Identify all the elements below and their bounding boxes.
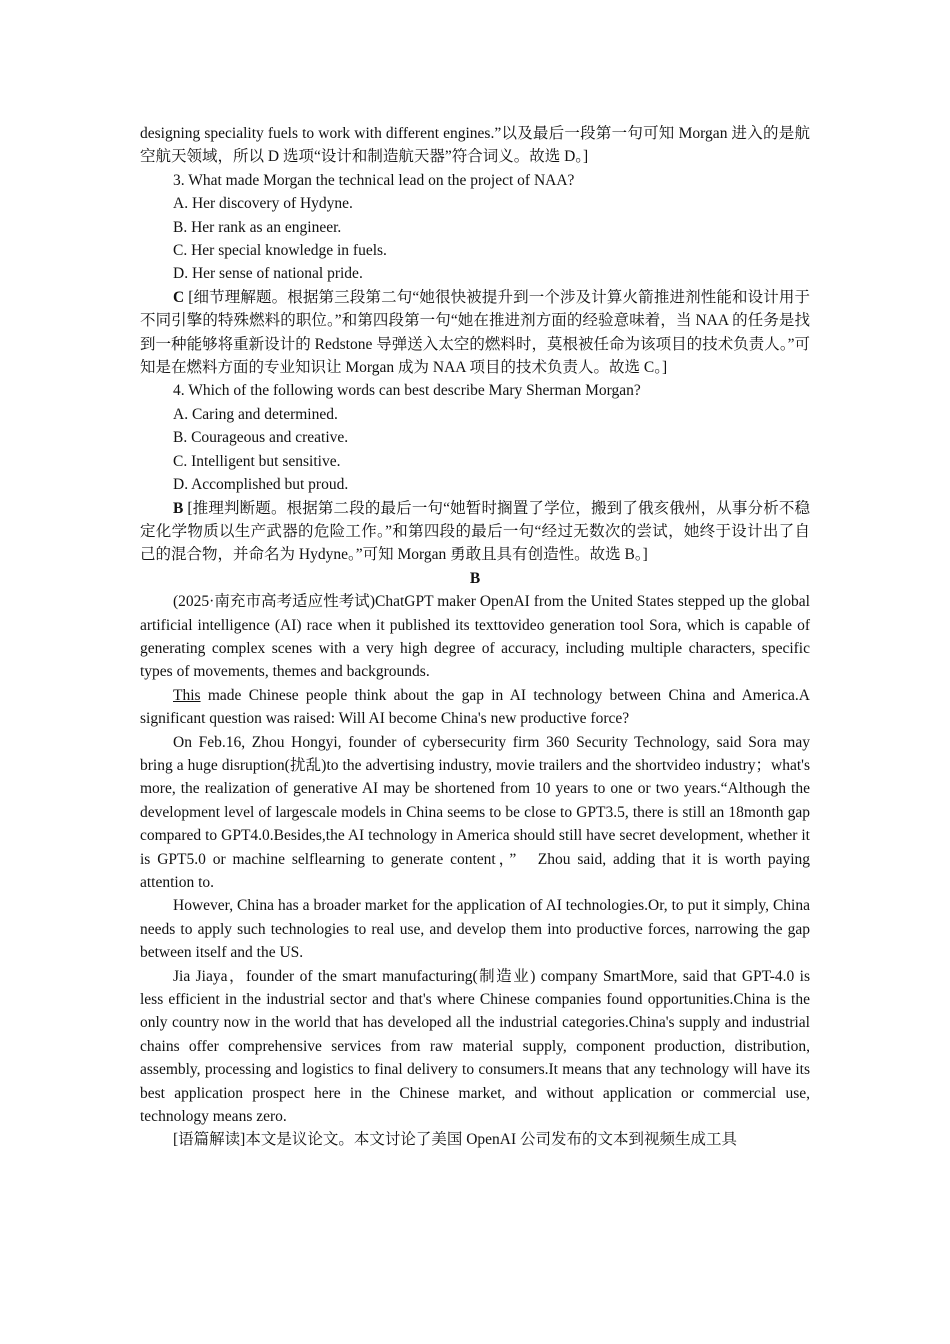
q4-answer-letter: B <box>173 499 184 517</box>
q3-explanation-text: [细节理解题。根据第三段第二句“她很快被提升到一个涉及计算火箭推进剂性能和设计用于不同引擎的特殊燃料的职位。”和第四段第一句“她在推进剂方面的经验意味着，当 NAA 的任务是找到一种能够将重新设计的 Redstone 导弹送入太空的燃料时，莫根被任命为该项目的技术负责人。”可知是在燃料方面的专业知识让 Morgan 成为 NAA 项目的技术负责人。故选 C。] <box>140 288 810 377</box>
q4-answer-explanation <box>140 497 810 567</box>
q3-option-a: A. Her discovery of Hydyne. <box>173 195 353 213</box>
q3-answer-explanation <box>140 286 810 380</box>
q4-option-b: B. Courageous and creative. <box>173 429 349 447</box>
q4-option-c: C. Intelligent but sensitive. <box>173 452 341 470</box>
paragraph-2-text: made Chinese people think about the gap in AI technology between China and America.A significant question was raised: Will AI become China's new productive force? <box>140 686 810 728</box>
document-page <box>140 122 810 1152</box>
q3-option-b: B. Her rank as an engineer. <box>173 218 342 236</box>
passage-paragraph-2 <box>140 684 810 731</box>
section-title: B <box>469 569 481 587</box>
q3-answer-letter: C <box>173 288 185 306</box>
question-4: 4. Which of the following words can best describe Mary Sherman Morgan? <box>173 382 641 400</box>
q4-explanation-text: [推理判断题。根据第二段的最后一句“她暂时搁置了学位，搬到了俄亥俄州，从事分析不稳定化学物质以生产武器的危险工作。”和第四段的最后一句“经过无数次的尝试，她终于设计出了自己的混合物，并命名为 Hydyne。”可知 Morgan 勇敢且具有创造性。故选 B。] <box>140 499 810 564</box>
passage-paragraph-3: On Feb.16, Zhou Hongyi, founder of cybersecurity firm 360 Security Technology, said Sora may bring a huge disruption(扰乱)to the advertising industry, movie trailers and the shortvideo industry；what's more, the realization of generative AI may be shortened from 10 years to one or two years.“Although the development level of largescale models in China seems to be close to GPT3.5, there is still an 18month gap compared to GPT4.0.Besides,the AI technology in America should still have secret development, whether it is GPT5.0 or machine selflearning to generate content，” Zhou said, adding that it is worth paying attention to. <box>140 733 810 891</box>
passage-analysis <box>140 1128 810 1151</box>
analysis-label: [语篇解读] <box>173 1131 246 1149</box>
intro-explanation: designing speciality fuels to work with different engines.”以及最后一段第一句可知 Morgan 进入的是航空航天领域，所以 D 选项“设计和制造航天器”符合词义。故选 D。] <box>140 125 810 166</box>
q3-option-c: C. Her special knowledge in fuels. <box>173 242 387 260</box>
passage-paragraph-5: Jia Jiaya，founder of the smart manufacturing(制造业) company SmartMore, said that GPT-4.0 is less efficient in the industrial sector and that's where Chinese companies found opportunities.China is the only country now in the world that has developed all the industrial categories.China's supply and industrial chains offer comprehensive services from raw material supply, component production, distribution, assembly, processing and logistics to final delivery to consumers.It means that any technology will have its best application prospect here in the Chinese market, and without application or commercial use, technology means zero. <box>140 967 810 1126</box>
q3-option-d: D. Her sense of national pride. <box>173 265 363 283</box>
q4-option-a: A. Caring and determined. <box>173 405 338 423</box>
underlined-word: This <box>173 686 201 704</box>
q4-option-d: D. Accomplished but proud. <box>173 476 349 494</box>
analysis-text: 本文是议论文。本文讨论了美国 OpenAI 公司发布的文本到视频生成工具 <box>245 1131 738 1149</box>
question-3: 3. What made Morgan the technical lead on the project of NAA? <box>173 171 575 189</box>
passage-paragraph-4: However, China has a broader market for the application of AI technologies.Or, to put it simply, China needs to apply such technologies to real use, and develop them into productive forces, narrowing the gap between itself and the US. <box>140 897 810 962</box>
passage-paragraph-1: (2025·南充市高考适应性考试)ChatGPT maker OpenAI from the United States stepped up the global artificial intelligence (AI) race when it published its texttovideo generation tool Sora, which is capable of generating complex scenes with a very high degree of accuracy, including multiple characters, specific types of movements, themes and backgrounds. <box>140 593 810 681</box>
